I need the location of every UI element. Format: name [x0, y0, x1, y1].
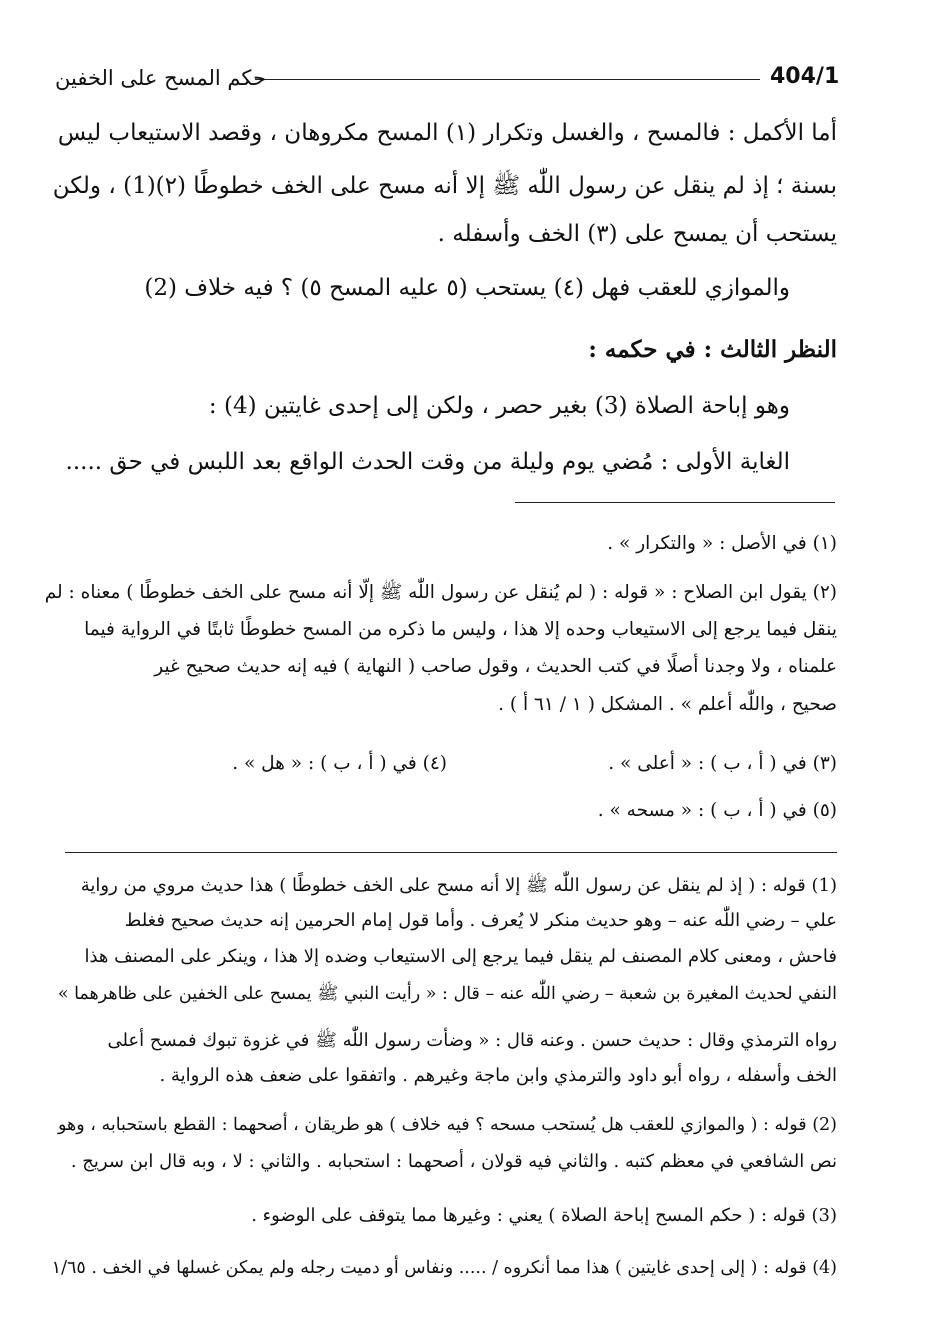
main-line-3: يستحب أن يمسح على (٣) الخف وأسفله . [437, 221, 837, 247]
edition-footnote-2a: (٢) يقول ابن الصلاح : « قوله : ( لم يُنقل عن رسول اللّٰه ﷺ إلّا أنه مسح على الخف خطوطًا ) معناه : لم [44, 582, 837, 603]
commentary-note-1a: (1) قوله : ( إذ لم ينقل عن رسول اللّٰه ﷺ إلا أنه مسح على الخف خطوطًا ) هذا حديث مروي من رواية [80, 875, 837, 896]
header-rule [255, 79, 760, 80]
main-line-5: وهو إباحة الصلاة (3) بغير حصر ، ولكن إلى إحدى غايتين (4) : [208, 393, 790, 419]
footnote-separator-1 [515, 502, 835, 503]
section-heading: النظر الثالث : في حكمه : [588, 336, 837, 363]
page-number: 404/1 [770, 64, 840, 89]
commentary-note-3: (3) قوله : ( حكم المسح إباحة الصلاة ) يعني : وغيرها مما يتوقف على الوضوء . [251, 1205, 837, 1226]
edition-footnote-2d: صحيح ، واللّٰه أعلم » . المشكل ( ١ / ٦١ أ ) . [498, 694, 837, 715]
commentary-note-4: (4) قوله : ( إلى إحدى غايتين ) هذا مما أنكروه / ..... ونفاس أو دميت رجله ولم يمكن غسلها في الخف . ١/٦٥ [51, 1258, 837, 1278]
edition-footnote-2b: ينقل فيما يرجع إلى الاستيعاب وحده إلا هذا ، وليس ما ذكره من المسح خطوطًا ثابتًا في الرواية فيما [84, 619, 837, 640]
edition-footnote-1: (١) في الأصل : « والتكرار » . [607, 533, 837, 554]
commentary-note-2b: نص الشافعي في معظم كتبه . والثاني فيه قولان ، أصحهما : استحبابه . والثاني : لا ، وبه قال ابن سريج . [70, 1151, 837, 1172]
footnote-separator-2 [65, 852, 837, 853]
edition-footnote-4: (٤) في ( أ ، ب ) : « هل » . [232, 753, 447, 774]
edition-footnote-2c: علمناه ، ولا وجدنا أصلًا في كتب الحديث ، وقول صاحب ( النهاية ) فيه إنه حديث صحيح غير [154, 656, 837, 677]
running-title: حكم المسح على الخفين [55, 66, 266, 90]
commentary-note-1d: النفي لحديث المغيرة بن شعبة – رضي اللّٰه عنه – قال : « رأيت النبي ﷺ يمسح على الخفين على ظاهرهما » [57, 984, 837, 1004]
main-line-1: أما الأكمل : فالمسح ، والغسل وتكرار (١) المسح مكروهان ، وقصد الاستيعاب ليس [57, 120, 837, 146]
main-line-6: الغاية الأولى : مُضي يوم وليلة من وقت الحدث الواقع بعد اللبس في حق ..... [65, 449, 790, 475]
commentary-note-1f: الخف وأسفله ، رواه أبو داود والترمذي وابن ماجة وغيرهم . واتفقوا على ضعف هذه الرواية . [159, 1065, 837, 1086]
commentary-note-1b: علي – رضي اللّٰه عنه – وهو حديث منكر لا يُعرف . وأما قول إمام الحرمين إنه حديث صحيح فغلط [124, 910, 837, 931]
commentary-note-1e: رواه الترمذي وقال : حديث حسن . وعنه قال : « وضأت رسول اللّٰه ﷺ في غزوة تبوك فمسح أعلى [107, 1030, 837, 1051]
edition-footnote-5: (٥) في ( أ ، ب ) : « مسحه » . [597, 800, 837, 821]
commentary-note-2a: (2) قوله : ( والموازي للعقب هل يُستحب مسحه ؟ فيه خلاف ) هو طريقان ، أصحهما : القطع باستحبابه ، وهو [57, 1115, 837, 1135]
main-line-4: والموازي للعقب فهل (٤) يستحب (٥ عليه المسح ٥) ؟ فيه خلاف (2) [144, 275, 790, 301]
edition-footnote-3: (٣) في ( أ ، ب ) : « أعلى » . [608, 753, 837, 774]
main-line-2: بسنة ؛ إذ لم ينقل عن رسول اللّٰه ﷺ إلا أنه مسح على الخف خطوطًا (٢)(1) ، ولكن [52, 173, 837, 199]
commentary-note-1c: فاحش ، ومعنى كلام المصنف لم ينقل فيما يرجع إلى الاستيعاب وضده إلا هذا ، وينكر على المصنف هذا [84, 946, 837, 967]
